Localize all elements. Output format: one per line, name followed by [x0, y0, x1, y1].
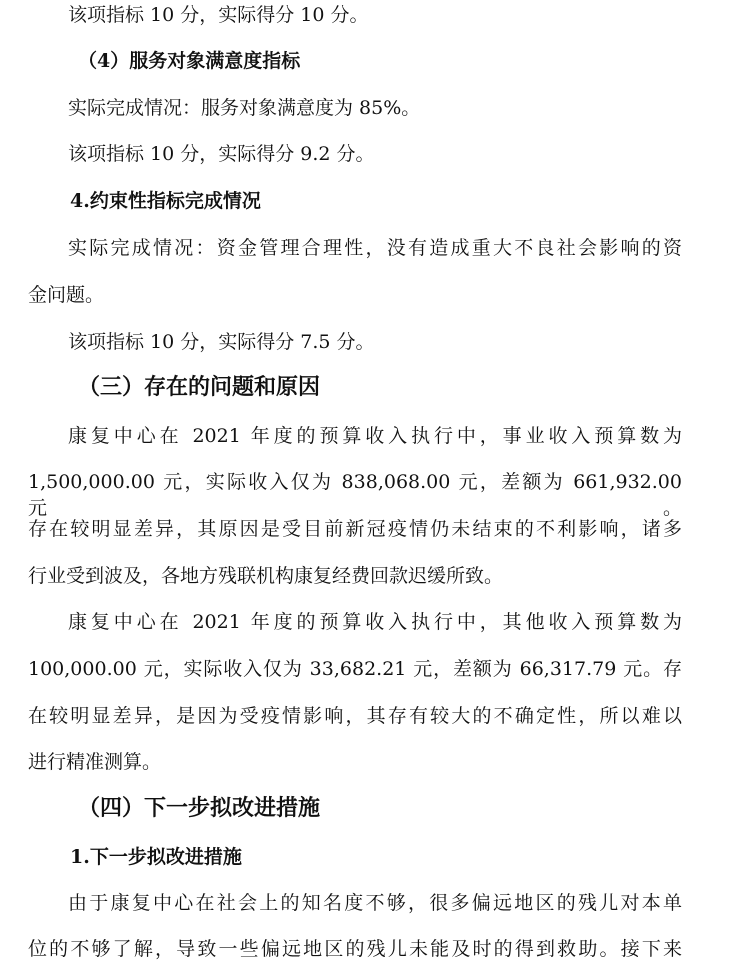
subheading: 4.约束性指标完成情况	[70, 190, 261, 212]
subheading: 1.下一步拟改进措施	[70, 846, 242, 868]
paragraph-line: 进行精准测算。	[28, 751, 162, 773]
text-line: 实际完成情况：服务对象满意度为 85%。	[68, 97, 421, 119]
paragraph-line: 存在较明显差异，其原因是受目前新冠疫情仍未结束的不利影响，诸多	[28, 518, 682, 540]
paragraph-line: 100,000.00 元，实际收入仅为 33,682.21 元，差额为 66,317.79 元。存	[28, 658, 682, 680]
text-line: 该项指标 10 分，实际得分 9.2 分。	[68, 143, 375, 165]
paragraph-line: 位的不够了解，导致一些偏远地区的残儿未能及时的得到救助。接下来	[28, 938, 682, 960]
subheading: （4）服务对象满意度指标	[78, 50, 301, 72]
text-line: 该项指标 10 分，实际得分 7.5 分。	[68, 331, 375, 353]
text-line: 该项指标 10 分，实际得分 10 分。	[68, 4, 369, 26]
paragraph-line: 实际完成情况：资金管理合理性，没有造成重大不良社会影响的资	[68, 237, 682, 259]
paragraph-line: 康复中心在 2021 年度的预算收入执行中，事业收入预算数为	[68, 425, 682, 447]
section-heading: （四）下一步拟改进措施	[78, 795, 321, 821]
paragraph-line: 1,500,000.00 元，实际收入仅为 838,068.00 元，差额为 661,932.00 元。	[28, 471, 682, 519]
paragraph-line: 由于康复中心在社会上的知名度不够，很多偏远地区的残儿对本单	[68, 892, 682, 914]
paragraph-line: 康复中心在 2021 年度的预算收入执行中，其他收入预算数为	[68, 611, 682, 633]
paragraph-line: 金问题。	[28, 284, 105, 306]
section-heading: （三）存在的问题和原因	[78, 374, 321, 400]
paragraph-line: 在较明显差异，是因为受疫情影响，其存有较大的不确定性，所以难以	[28, 705, 682, 727]
paragraph-line: 行业受到波及，各地方残联机构康复经费回款迟缓所致。	[28, 565, 504, 587]
